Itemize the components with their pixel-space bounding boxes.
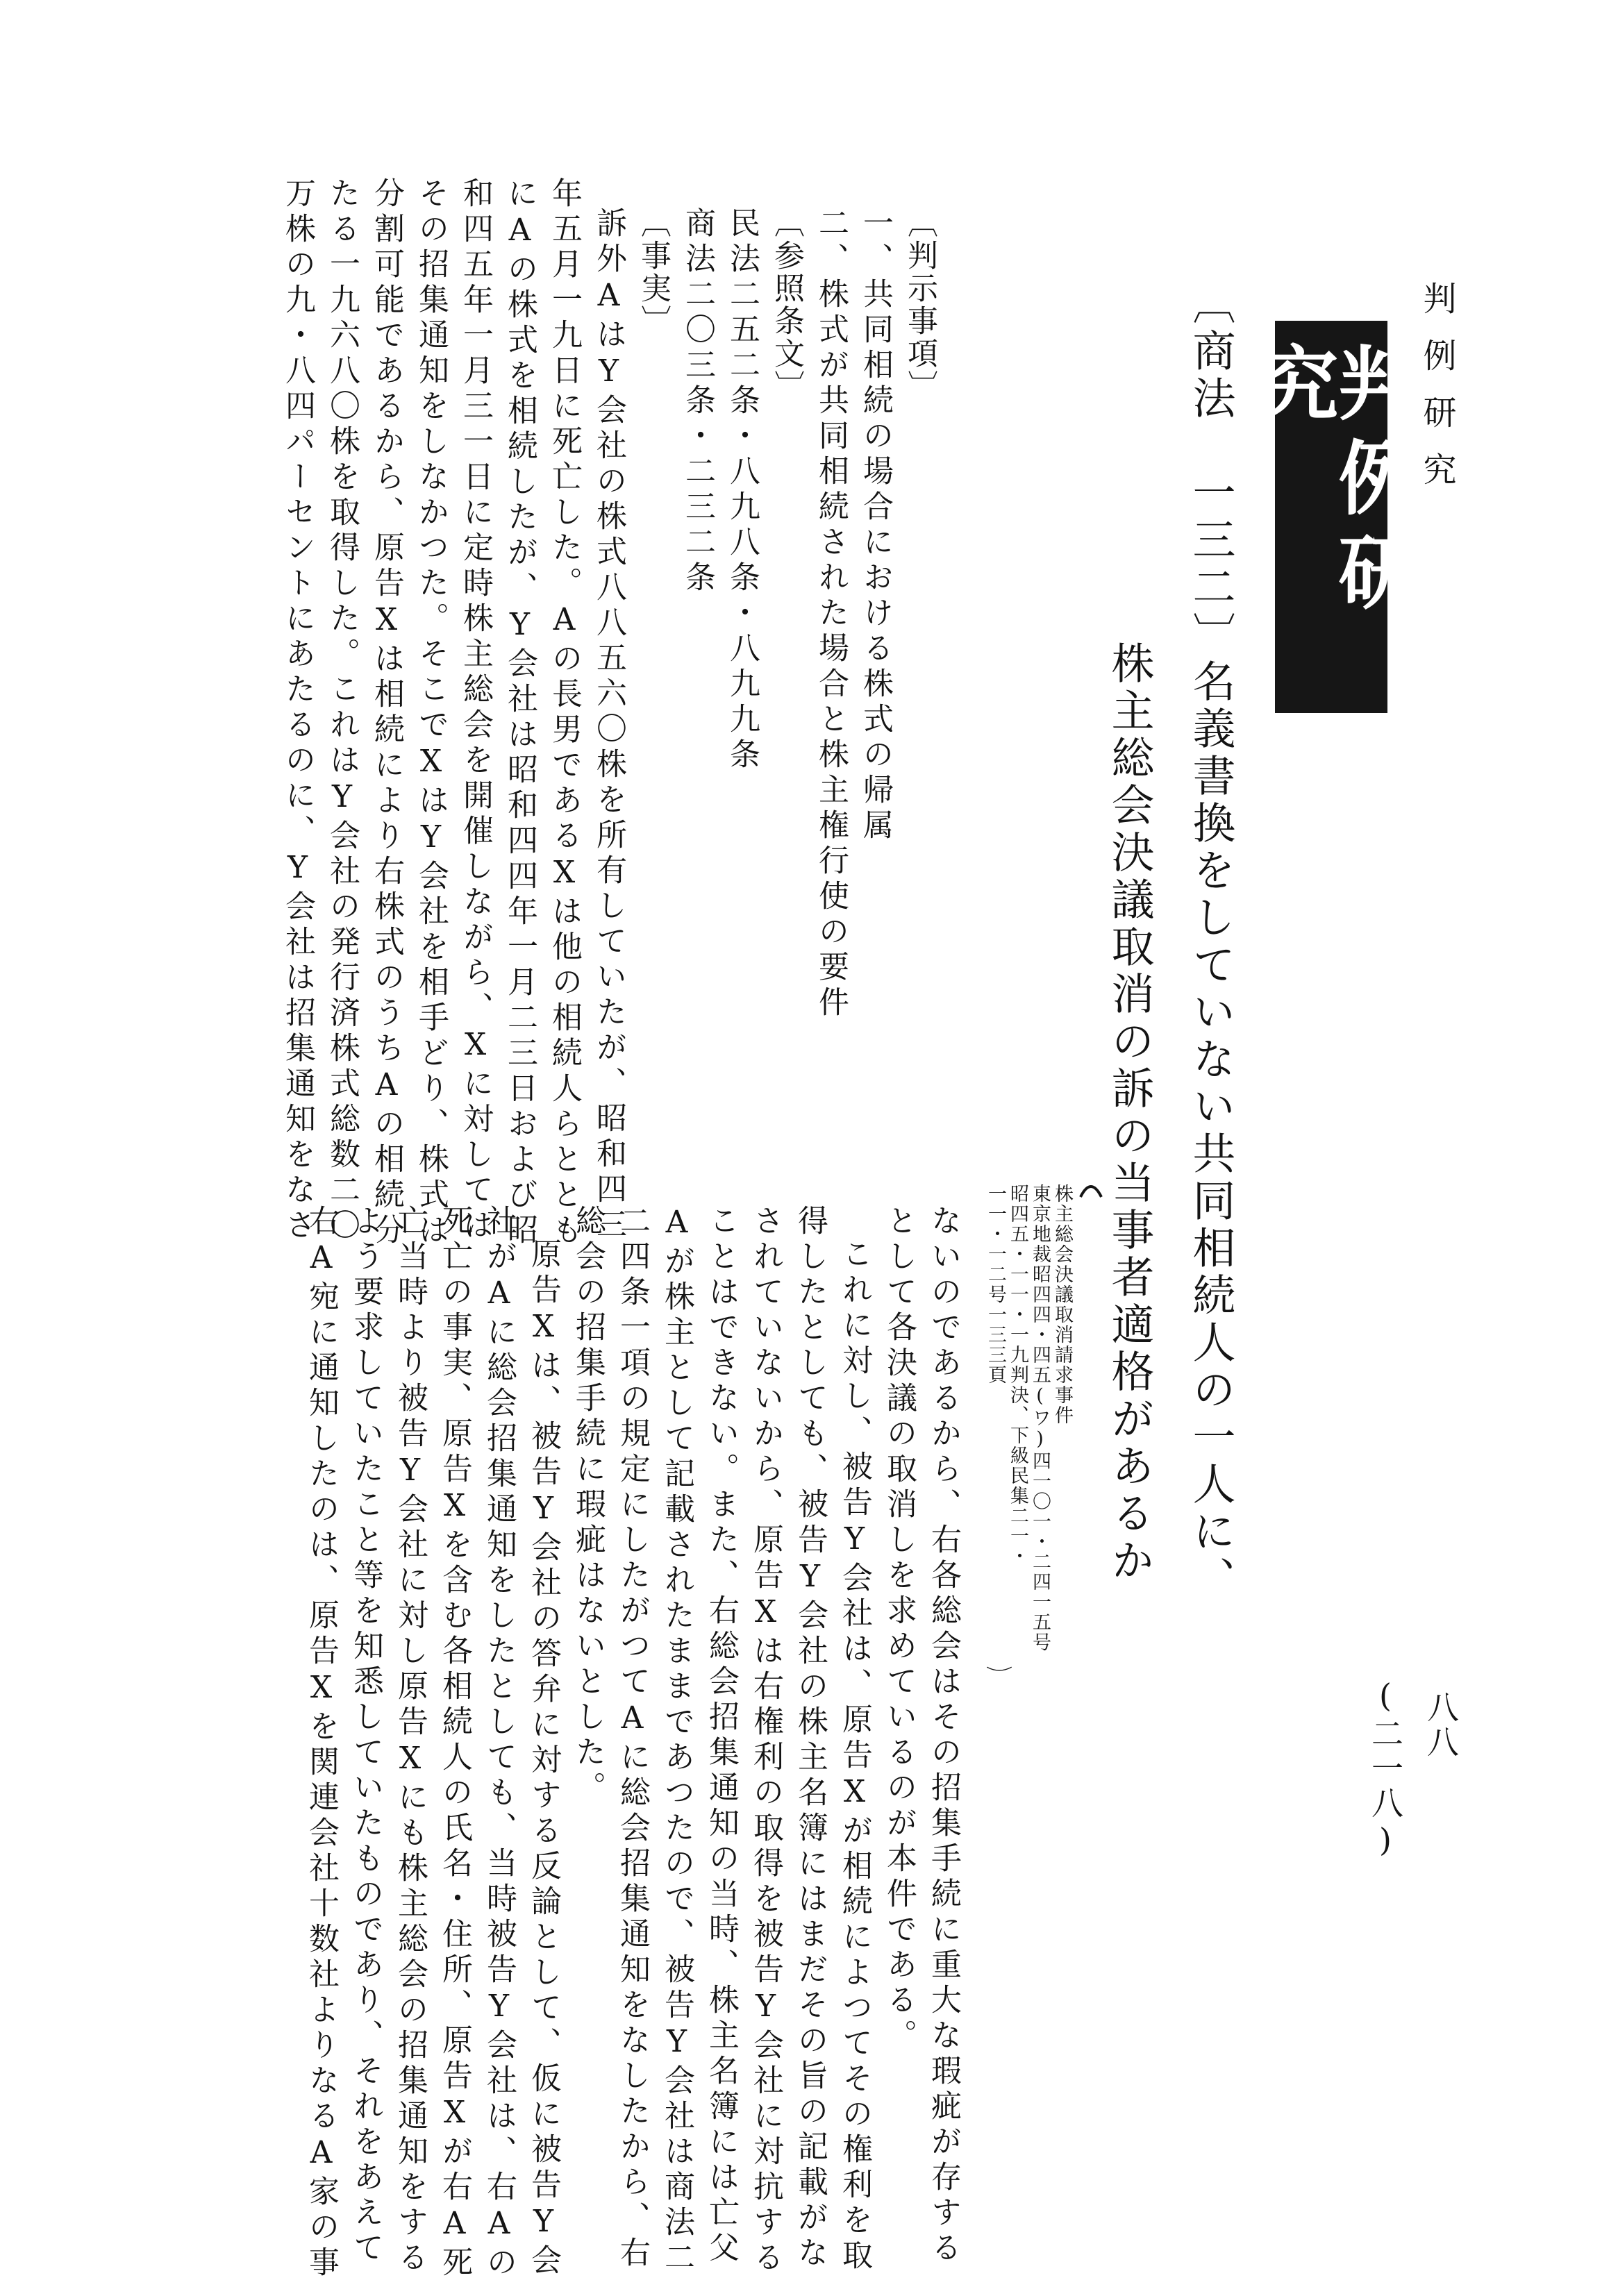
text-line: にAの株式を相続したが、Y会社は昭和四四年一月二三日および昭 [502,177,537,1249]
text-line: されていないから、原告Xは右権利の取得を被告Y会社に対抗する [748,1205,783,2277]
text-line: 万株の九・八四パーセントにあたるのに、Y会社は招集通知をなさ [280,177,315,1244]
text-line: 死亡の事実、原告Xを含む各相続人の氏名・住所、原告Xが右A死 [437,1205,472,2281]
text-line: として各決議の取消しを求めているのが本件である。 [881,1205,917,2054]
section-heading-references: 〔参照条文〕 [769,207,804,403]
case-number: 〔商法 一三二〕 [1185,281,1236,659]
text-line: よう要求していたこと等を知悉していたものであり、それをあえて [348,1205,383,2267]
text-line: 総会の招集手続に瑕疵はないとした。 [570,1205,606,1807]
title-box [1244,321,1419,713]
case-title-part1: 名義書換をしていない共同相続人の一人に、 [1185,659,1236,1603]
running-head: 判例研究 [1417,281,1456,509]
text-line: 社がAに総会招集通知をしたとしても、当時被告Y会社は、右Aの [481,1205,517,2281]
citation-line-4: 一一・一二号一三三頁 [985,1184,1006,1385]
section-heading-holdings: 〔判示事項〕 [902,207,937,403]
holding-item-1: 一、共同相続の場合における株式の帰属 [858,207,893,844]
text-line: 二四条一項の規定にしたがつてAに総会招集通知をなしたから、右 [615,1205,650,2272]
case-title-line1 [1185,281,1236,1603]
text-line: 和四五年一月三一日に定時株主総会を開催しながら、Xに対しては [458,177,493,1244]
page-number-paren: (二一八) [1367,1677,1404,1861]
citation-paren-open [1078,1173,1104,1534]
citation-line-2: 東京地裁昭四四・四五(ワ)四一〇一・二四一五号 [1029,1184,1051,1652]
reference-commercial-code: 商法二〇三条・二三二条 [680,207,715,596]
text-line: これに対し、被告Y会社は、原告Xが相続によつてその権利を取 [837,1238,872,2274]
citation-paren-close [986,1656,1012,1684]
text-line: 分割可能であるから、原告Xは相続により右株式のうちAの相続分 [369,177,404,1249]
holding-item-2: 二、株式が共同相続された場合と株主権行使の要件 [813,207,849,1021]
text-line: 右A宛に通知したのは、原告Xを関連会社十数社よりなるA家の事 [303,1205,339,2281]
text-line: たる一九六八〇株を取得した。これはY会社の発行済株式総数二〇 [324,177,360,1244]
text-line: 訴外AはY会社の株式八八五六〇株を所有していたが、昭和四三 [591,207,626,1243]
reference-civil-code: 民法二五二条・八九八条・八九九条 [724,207,760,773]
case-title-line2: 株主総会決議取消の訴の当事者適格があるか [1104,641,1155,1585]
text-line: ないのであるから、右各総会はその招集手続に重大な瑕疵が存する [926,1205,961,2267]
text-line: 年五月一九日に死亡した。Aの長男であるXは他の相続人らととも [547,177,582,1249]
text-line: 得したとしても、被告Y会社の株主名簿にはまだその旨の記載がな [792,1205,828,2272]
citation-line-3: 昭四五・一一・一九判決、下級民集二一・ [1007,1184,1028,1566]
citation-line-1: 株主総会決議取消請求事件 [1051,1184,1073,1425]
title-box-label: 判例研究 [1244,342,1419,625]
section-heading-facts: 〔事実〕 [635,207,671,337]
text-line: 原告Xは、被告Y会社の答弁に対する反論として、仮に被告Y会 [526,1238,561,2279]
text-line: 亡当時より被告Y会社に対し原告Xにも株主総会の招集通知をする [392,1205,428,2277]
text-line: その招集通知をしなかつた。そこでXはY会社を相手どり、株式は [413,177,449,1249]
text-line: ことはできない。また、右総会招集通知の当時、株主名簿には亡父 [703,1205,739,2267]
text-line: Aが株主として記載されたままであつたので、被告Y会社は商法二 [659,1205,694,2277]
page-number-kanji: 八八 [1422,1691,1460,1760]
